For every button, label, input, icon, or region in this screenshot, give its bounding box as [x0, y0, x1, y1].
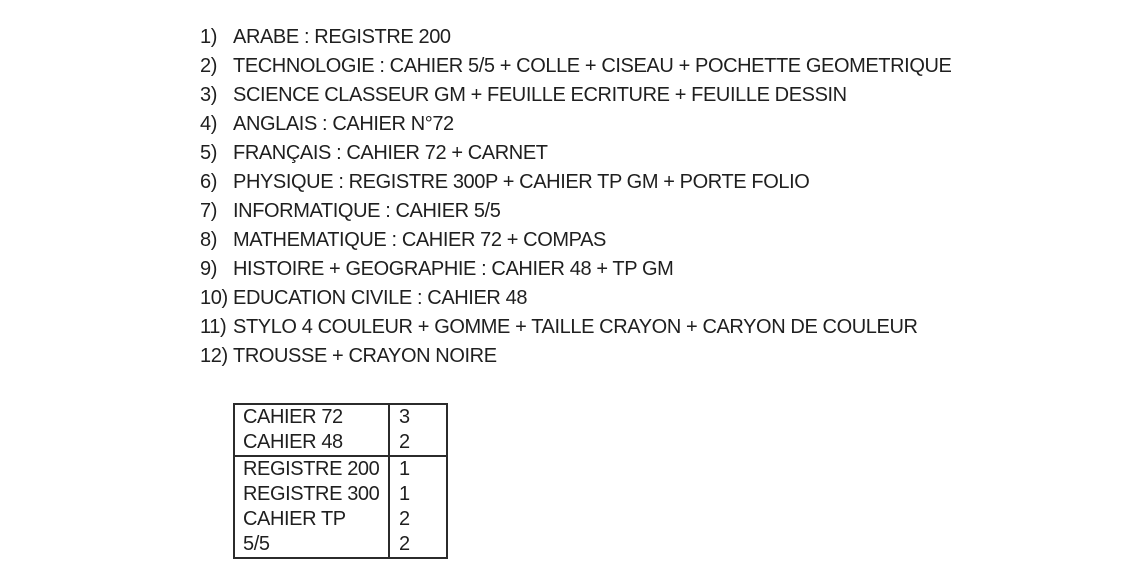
list-item-number: 8): [200, 229, 217, 251]
list-item: [200, 23, 951, 52]
list-item-text: FRANÇAIS : CAHIER 72 + CARNET: [233, 142, 548, 164]
list-item: [200, 226, 951, 255]
list-item-number: 7): [200, 200, 217, 222]
list-item-text: TECHNOLOGIE : CAHIER 5/5 + COLLE + CISEAU + POCHETTE GEOMETRIQUE: [233, 55, 952, 77]
list-item: [200, 168, 951, 197]
list-item-text: INFORMATIQUE : CAHIER 5/5: [233, 200, 501, 222]
item-label-cell: REGISTRE 200: [234, 456, 389, 482]
list-item: [200, 81, 951, 110]
list-item-text: PHYSIQUE : REGISTRE 300P + CAHIER TP GM + PORTE FOLIO: [233, 171, 810, 193]
list-item: [200, 284, 951, 313]
item-qty-cell: 2: [399, 533, 410, 555]
table-row: [234, 482, 447, 507]
list-item: [200, 342, 951, 371]
item-qty-cell: 1: [399, 483, 410, 505]
summary-table-body: [234, 404, 447, 558]
list-item-text: STYLO 4 COULEUR + GOMME + TAILLE CRAYON + CARYON DE COULEUR: [233, 316, 918, 338]
list-item-number: 5): [200, 142, 217, 164]
item-qty-cell: 2: [399, 431, 410, 453]
list-item-text: TROUSSE + CRAYON NOIRE: [233, 345, 497, 367]
item-qty-cell: 2: [399, 508, 410, 530]
list-item-text: MATHEMATIQUE : CAHIER 72 + COMPAS: [233, 229, 606, 251]
table-row: [234, 456, 447, 482]
item-label-cell: REGISTRE 300: [234, 482, 389, 507]
list-item: [200, 139, 951, 168]
summary-table: [233, 403, 448, 559]
item-label-cell: CAHIER TP: [234, 507, 389, 532]
list-item-text: SCIENCE CLASSEUR GM + FEUILLE ECRITURE + FEUILLE DESSIN: [233, 84, 847, 106]
list-item-number: 4): [200, 113, 217, 135]
item-label-cell: CAHIER 48: [234, 430, 389, 456]
item-label-cell: 5/5: [234, 532, 389, 558]
list-item: [200, 110, 951, 139]
item-qty-cell: 1: [389, 456, 447, 482]
list-item-number: 9): [200, 258, 217, 280]
list-item-text: HISTOIRE + GEOGRAPHIE : CAHIER 48 + TP GM: [233, 258, 674, 280]
supplies-list: [200, 23, 951, 371]
table-row: [234, 507, 447, 532]
list-item-text: EDUCATION CIVILE : CAHIER 48: [233, 287, 528, 309]
item-label-cell: CAHIER 72: [234, 404, 389, 430]
list-item-number: 6): [200, 171, 217, 193]
list-item-number: 1): [200, 26, 217, 48]
list-item-number: 3): [200, 84, 217, 106]
list-item-number: 10): [200, 287, 228, 309]
list-item: [200, 52, 951, 81]
list-item-text: ARABE : REGISTRE 200: [233, 26, 451, 48]
list-item-number: 2): [200, 55, 217, 77]
list-item: [200, 197, 951, 226]
item-qty-cell: 3: [399, 406, 410, 428]
list-item-text: ANGLAIS : CAHIER N°72: [233, 113, 454, 135]
table-row: [234, 404, 447, 430]
list-item: [200, 255, 951, 284]
table-row: [234, 532, 447, 558]
list-item-number: 12): [200, 345, 228, 367]
table-row: [234, 430, 447, 456]
list-item: [200, 313, 951, 342]
list-item-number: 11): [200, 316, 227, 338]
